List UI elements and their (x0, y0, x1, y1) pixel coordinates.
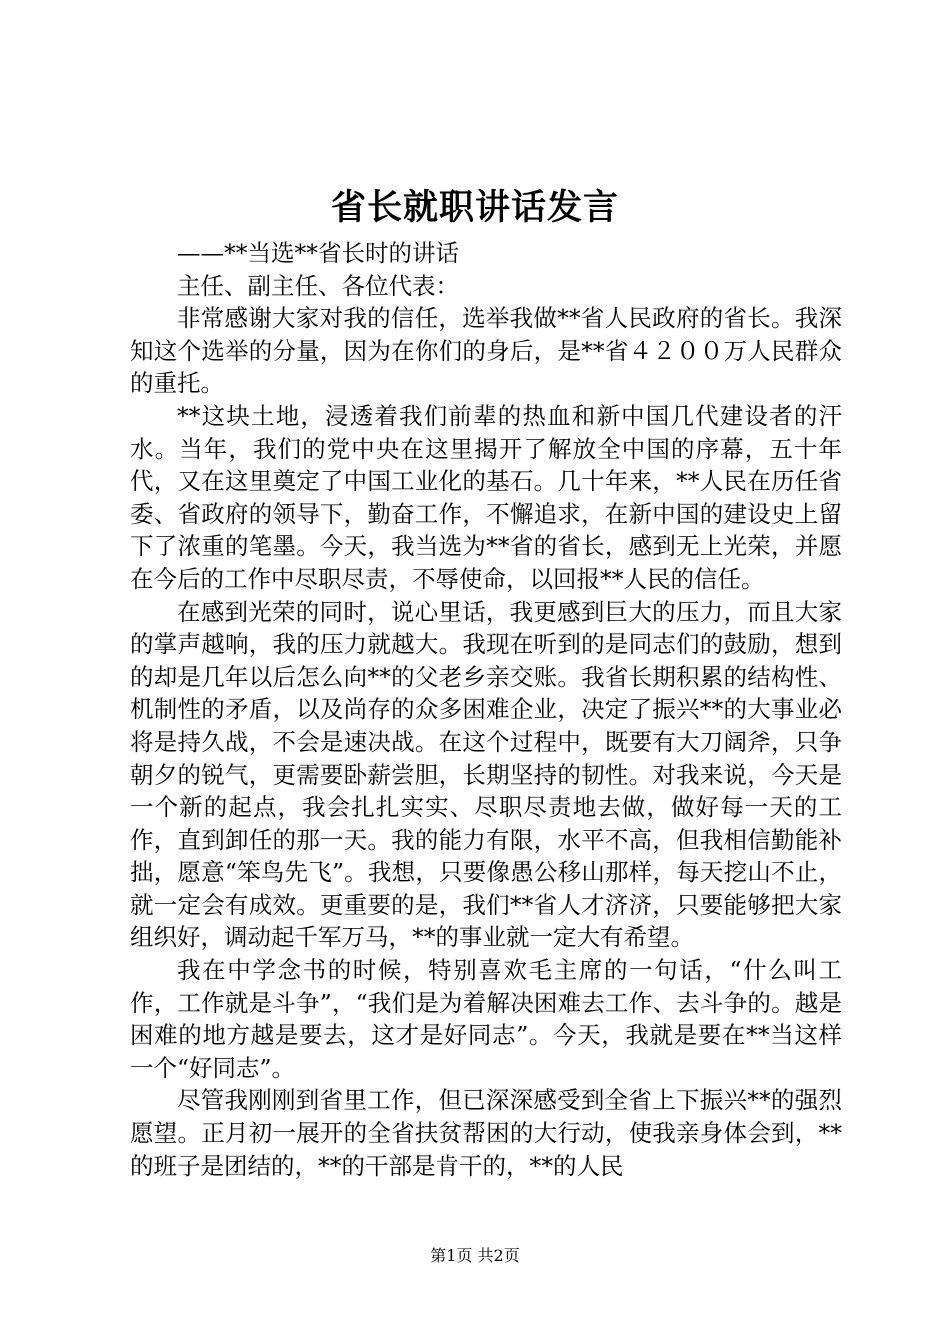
document-body (130, 237, 842, 1182)
body-paragraph: 我在中学念书的时候，特别喜欢毛主席的一句话，“什么叫工作，工作就是斗争”，“我们是为着解决困难去工作、去斗争的。越是困难的地方越是要去，这才是好同志”。今天，我就是要在**当这样一个“好同志”。 (130, 956, 842, 1082)
page-number-footer: 第1页 共2页 (430, 1246, 520, 1265)
body-paragraph: **这块土地，浸透着我们前辈的热血和新中国几代建设者的汗水。当年，我们的党中央在这里揭开了解放全中国的序幕，五十年代，又在这里奠定了中国工业化的基石。几十年来，**人民在历任省委、省政府的领导下，勤奋工作，不懈追求，在新中国的建设史上留下了浓重的笔墨。今天，我当选为**省的省长，感到无上光荣，并愿在今后的工作中尽职尽责，不辱使命，以回报**人民的信任。 (130, 401, 842, 593)
body-paragraph: 在感到光荣的同时，说心里话，我更感到巨大的压力，而且大家的掌声越响，我的压力就越大。我现在听到的是同志们的鼓励，想到的却是几年以后怎么向**的父老乡亲交账。我省长期积累的结构性、机制性的矛盾，以及尚存的众多困难企业，决定了振兴**的大事业必将是持久战，不会是速决战。在这个过程中，既要有大刀阔斧，只争朝夕的锐气，更需要卧薪尝胆，长期坚持的韧性。对我来说，今天是一个新的起点，我会扎扎实实、尽职尽责地去做，做好每一天的工作，直到卸任的那一天。我的能力有限，水平不高，但我相信勤能补拙，愿意“笨鸟先飞”。我想，只要像愚公移山那样，每天挖山不止，就一定会有成效。更重要的是，我们**省人才济济，只要能够把大家组织好，调动起千军万马，**的事业就一定大有希望。 (130, 597, 842, 952)
subtitle-paragraph: ——**当选**省长时的讲话 (177, 239, 459, 267)
body-paragraph: 非常感谢大家对我的信任，选举我做**省人民政府的省长。我深知这个选举的分量，因为在你们的身后，是**省４２００万人民群众的重托。 (130, 304, 842, 398)
document-title: 省长就职讲话发言 (330, 187, 619, 228)
salutation-paragraph: 主任、副主任、各位代表： (177, 271, 459, 300)
body-paragraph: 尽管我刚刚到省里工作，但已深深感受到全省上下振兴**的强烈愿望。正月初一展开的全省扶贫帮困的大行动，使我亲身体会到，**的班子是团结的，**的干部是肯干的，**的人民 (130, 1086, 842, 1180)
